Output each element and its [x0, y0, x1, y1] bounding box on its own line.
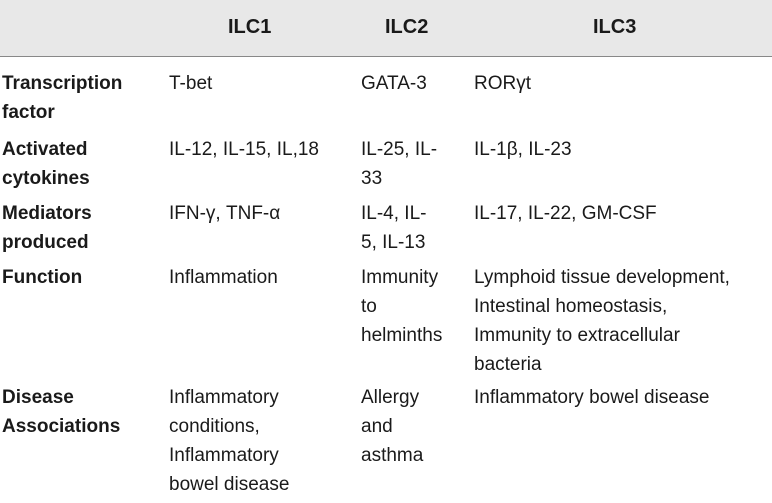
header-row	[0, 0, 772, 56]
row-label-line: Function	[2, 266, 83, 288]
cell-ilc1	[166, 56, 359, 131]
row-label-line: Transcription	[2, 72, 123, 94]
row-label	[0, 56, 166, 131]
row-label	[0, 383, 166, 503]
cell-line: RORγt	[474, 72, 531, 94]
cell-line: to	[361, 295, 377, 317]
row-label-line: cytokines	[2, 167, 90, 189]
row-label-line: Mediators	[2, 202, 92, 224]
row-label	[0, 197, 166, 261]
cell-line: IL-17, IL-22, GM-CSF	[474, 202, 657, 224]
cell-line: Lymphoid tissue development,	[474, 266, 730, 288]
cell-ilc3	[472, 56, 772, 131]
cell-line: Inflammatory	[169, 444, 279, 466]
cell-line: IFN-γ, TNF-α	[169, 202, 281, 224]
cell-line: Immunity	[361, 266, 439, 288]
header-ilc1: ILC1	[166, 0, 359, 56]
table-row-disease-associations	[0, 383, 772, 503]
cell-line: IL-1β, IL-23	[474, 138, 572, 160]
cell-line: Inflammatory bowel disease	[474, 386, 710, 408]
cell-ilc1	[166, 131, 359, 197]
cell-line: bowel disease	[169, 473, 290, 495]
row-label-line: Activated	[2, 138, 88, 160]
row-label	[0, 261, 166, 383]
cell-ilc1	[166, 197, 359, 261]
cell-ilc2	[359, 56, 472, 131]
header-ilc2: ILC2	[359, 0, 472, 56]
table-body	[0, 56, 772, 503]
cell-line: IL-4, IL-	[361, 202, 427, 224]
header-ilc3: ILC3	[472, 0, 772, 56]
table-row-function	[0, 261, 772, 383]
cell-line: 5, IL-13	[361, 231, 426, 253]
cell-ilc2	[359, 261, 472, 383]
table-row-mediators-produced	[0, 197, 772, 261]
cell-line: conditions,	[169, 415, 260, 437]
row-label-line: produced	[2, 231, 89, 253]
cell-ilc3	[472, 197, 772, 261]
cell-ilc1	[166, 261, 359, 383]
cell-line: Inflammatory	[169, 386, 279, 408]
cell-ilc2	[359, 197, 472, 261]
cell-line: IL-12, IL-15, IL,18	[169, 138, 319, 160]
row-label	[0, 131, 166, 197]
row-label-line: factor	[2, 101, 55, 123]
table-row-activated-cytokines	[0, 131, 772, 197]
row-label-line: Associations	[2, 415, 121, 437]
cell-line: bacteria	[474, 353, 542, 375]
cell-line: T-bet	[169, 72, 213, 94]
cell-ilc2	[359, 383, 472, 503]
cell-line: asthma	[361, 444, 424, 466]
cell-line: IL-25, IL-	[361, 138, 438, 160]
row-label-line: Disease	[2, 386, 74, 408]
cell-ilc3	[472, 131, 772, 197]
cell-line: GATA-3	[361, 72, 427, 94]
cell-line: helminths	[361, 324, 443, 346]
cell-ilc2	[359, 131, 472, 197]
cell-ilc1	[166, 383, 359, 503]
table-header	[0, 0, 772, 56]
cell-line: and	[361, 415, 393, 437]
cell-ilc3	[472, 261, 772, 383]
cell-ilc3	[472, 383, 772, 503]
cell-line: Inflammation	[169, 266, 278, 288]
cell-line: 33	[361, 167, 383, 189]
cell-line: Allergy	[361, 386, 420, 408]
header-blank	[0, 0, 166, 56]
cell-line: Intestinal homeostasis,	[474, 295, 668, 317]
cell-line: Immunity to extracellular	[474, 324, 680, 346]
table-row-transcription-factor	[0, 56, 772, 131]
